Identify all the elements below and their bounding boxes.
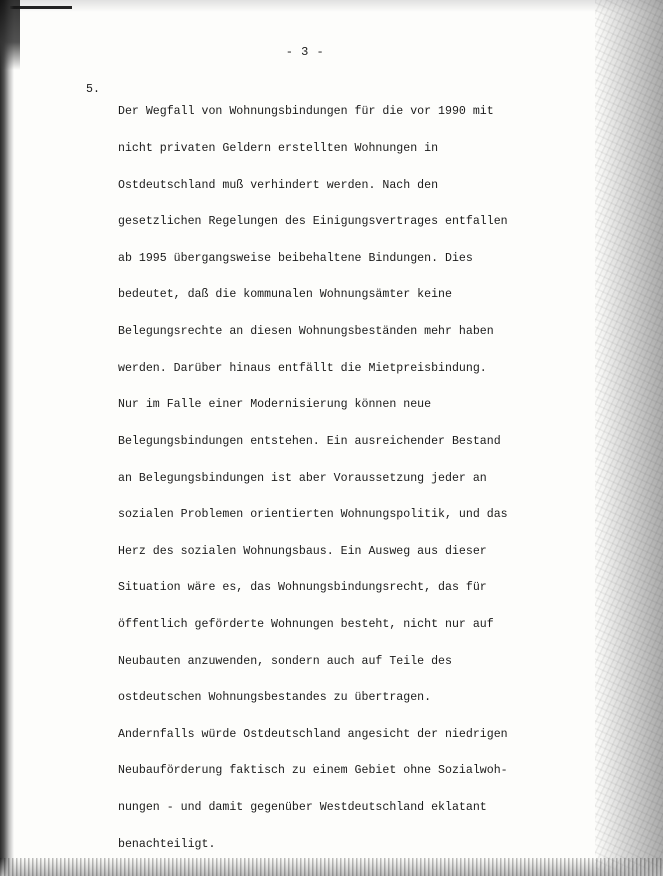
page-number: - 3 -	[285, 45, 325, 59]
text-line: benachteiligt.	[118, 837, 216, 851]
body-paragraph	[118, 82, 548, 875]
text-line: Ostdeutschland muß verhindert werden. Nach den	[118, 178, 439, 192]
text-line: Herz des sozialen Wohnungsbaus. Ein Ausweg aus dieser	[118, 544, 487, 558]
text-line: Belegungsrechte an diesen Wohnungsbeständen mehr haben	[118, 325, 494, 339]
text-line: Belegungsbindungen entstehen. Ein ausreichender Bestand	[118, 434, 501, 448]
text-line: ab 1995 übergangsweise beibehaltene Bindungen. Dies	[118, 251, 473, 265]
item-number: 5.	[86, 83, 100, 96]
text-line: Neubauten anzuwenden, sondern auch auf Teile des	[118, 654, 452, 668]
text-line: gesetzlichen Regelungen des Einigungsvertrages entfallen	[118, 215, 508, 229]
text-line: an Belegungsbindungen ist aber Voraussetzung jeder an	[118, 471, 487, 485]
text-line: Der Wegfall von Wohnungsbindungen für die vor 1990 mit	[118, 105, 494, 119]
scan-top-edge	[0, 0, 663, 12]
scan-binding-mark	[0, 0, 20, 70]
text-line: Situation wäre es, das Wohnungsbindungsrecht, das für	[118, 581, 487, 595]
text-line: Nur im Falle einer Modernisierung können neue	[118, 398, 432, 412]
text-line: bedeutet, daß die kommunalen Wohnungsämter keine	[118, 288, 452, 302]
text-line: ostdeutschen Wohnungsbestandes zu übertragen.	[118, 691, 432, 705]
text-line: sozialen Problemen orientierten Wohnungspolitik, und das	[118, 508, 508, 522]
text-line: nicht privaten Geldern erstellten Wohnungen in	[118, 142, 439, 156]
text-line: Neubauförderung faktisch zu einem Gebiet ohne Sozialwoh-	[118, 764, 508, 778]
text-line: Andernfalls würde Ostdeutschland angesicht der niedrigen	[118, 727, 508, 741]
scan-right-edge	[595, 0, 663, 876]
text-line: werden. Darüber hinaus entfällt die Mietpreisbindung.	[118, 361, 487, 375]
scan-left-edge	[0, 0, 14, 876]
text-line: öffentlich geförderte Wohnungen besteht, nicht nur auf	[118, 617, 494, 631]
text-line: nungen - und damit gegenüber Westdeutschland eklatant	[118, 800, 487, 814]
